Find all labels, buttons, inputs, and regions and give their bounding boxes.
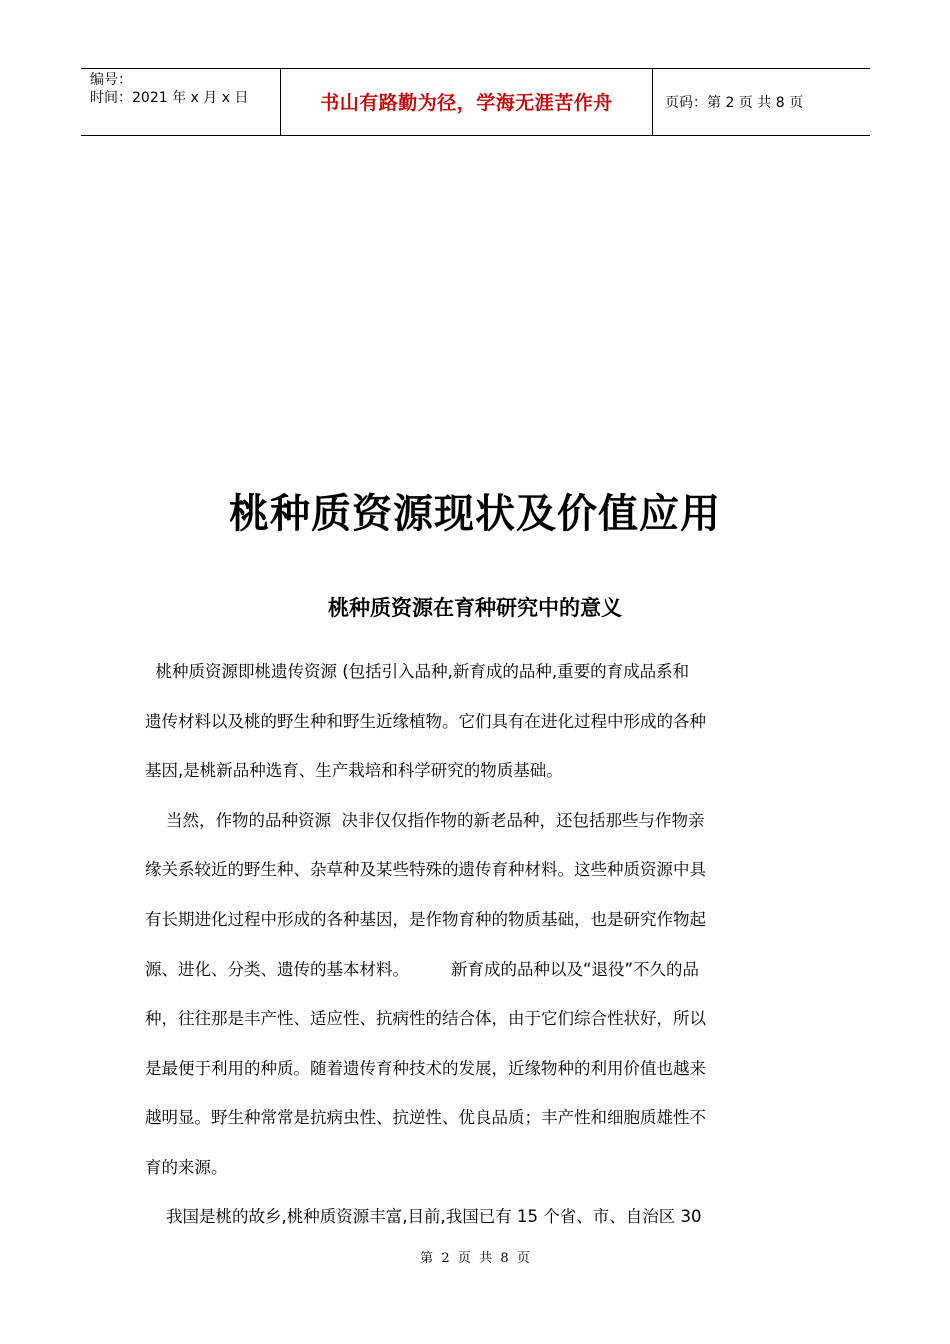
document-header [81,68,870,136]
motto-text: 书山有路勤为径，学海无涯苦作舟 [320,91,613,114]
body-line: 缘关系较近的野生种、杂草种及某些特殊的遗传育种材料。这些种质资源中具 [145,860,706,879]
section-title: 桃种质资源在育种研究中的意义 [328,596,622,620]
body-line: 种，往往那是丰产性、适应性、抗病性的结合体，由于它们综合性状好，所以 [145,1009,706,1028]
body-line: 是最便于利用的种质。随着遗传育种技术的发展，近缘物种的利用价值也越来 [145,1059,706,1078]
page-info: 页码：第 2 页 共 8 页 [665,95,804,111]
body-line: 基因,是桃新品种选育、生产栽培和科学研究的物质基础。 [145,761,563,780]
document-title: 桃种质资源现状及价值应用 [229,490,721,537]
body-line: 遗传材料以及桃的野生种和野生近缘植物。它们具有在进化过程中形成的各种 [145,712,706,731]
body-line: 当然，作物的品种资源 决非仅仅指作物的新老品种，还包括那些与作物亲 [145,811,705,830]
body-line: 有长期进化过程中形成的各种基因，是作物育种的物质基础，也是研究作物起 [145,910,706,929]
body-line: 育的来源。 [145,1158,228,1177]
number-label: 编号： [90,72,132,88]
body-line: 桃种质资源即桃遗传资源 (包括引入品种,新育成的品种,重要的育成品系和 [145,662,690,681]
header-motto-cell [281,69,653,135]
header-page-cell [653,69,870,135]
body-line: 源、进化、分类、遗传的基本材料。 新育成的品种以及“退役”不久的品 [145,960,700,979]
header-meta-cell [81,69,281,135]
time-label: 时间：2021 年 x 月 x 日 [90,90,249,106]
body-line: 越明显。野生种常常是抗病虫性、抗逆性、优良品质；丰产性和细胞质雄性不 [145,1108,706,1127]
page-footer: 第 2 页 共 8 页 [420,1251,530,1266]
body-line: 我国是桃的故乡,桃种质资源丰富,目前,我国已有 15 个省、市、自治区 30 [145,1207,702,1226]
